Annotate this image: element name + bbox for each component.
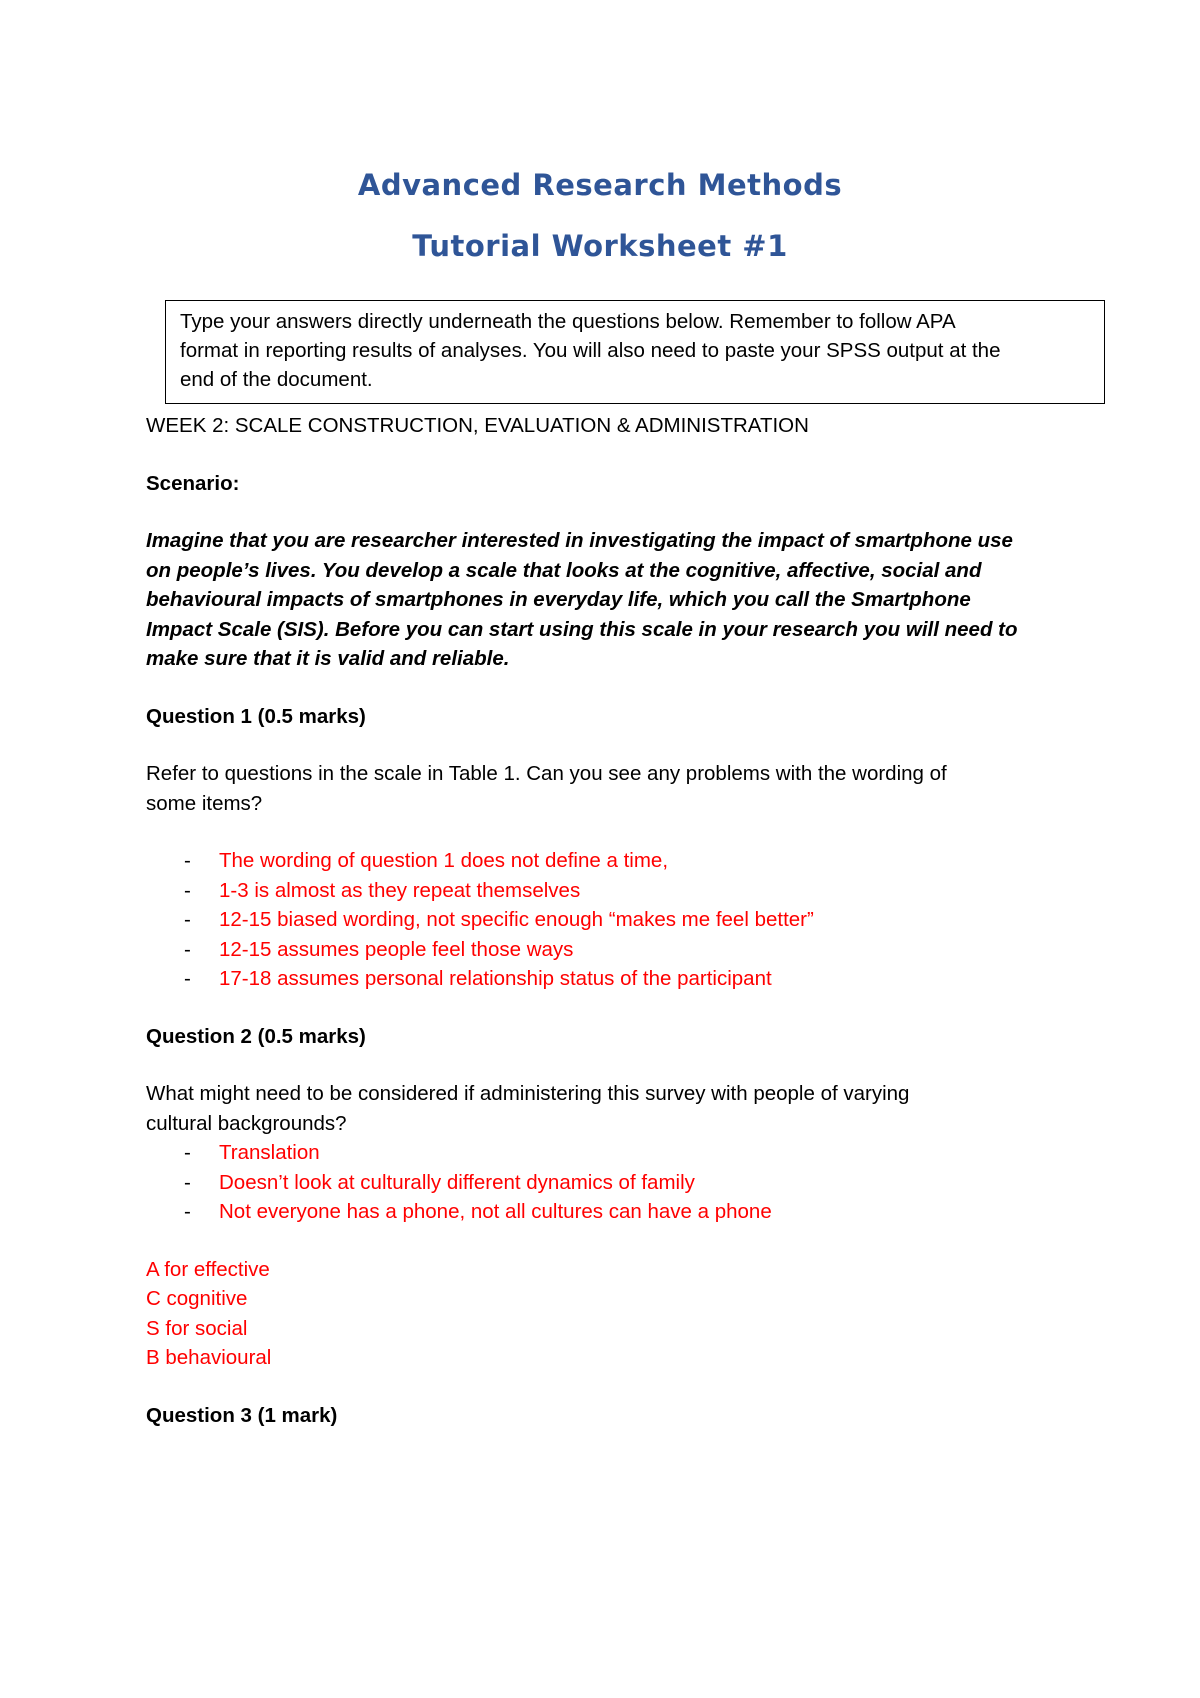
- answer-item: - The wording of question 1 does not define a time,: [146, 846, 1086, 876]
- note-line: A for effective: [146, 1257, 270, 1281]
- question-2-prompt-line-2: cultural backgrounds?: [146, 1111, 347, 1135]
- answer-item: - 12-15 assumes people feel those ways: [146, 935, 1086, 965]
- dash-bullet: -: [184, 1200, 191, 1223]
- question-2-heading: Question 2 (0.5 marks): [146, 1024, 366, 1048]
- instructions-line-1: Type your answers directly underneath the questions below. Remember to follow APA: [180, 310, 956, 333]
- dash-bullet: -: [184, 937, 191, 961]
- answer-item: - 1-3 is almost as they repeat themselves: [146, 876, 1086, 906]
- note-line: B behavioural: [146, 1346, 272, 1369]
- dash-bullet: -: [184, 908, 191, 931]
- dash-bullet: -: [184, 878, 191, 902]
- question-2-answer-list: [146, 1138, 1086, 1227]
- scenario-label: Scenario:: [146, 471, 240, 495]
- question-1-answer-list: [146, 846, 1086, 994]
- scenario-line: make sure that it is valid and reliable.: [146, 647, 510, 670]
- document-subtitle: Tutorial Worksheet #1: [412, 229, 788, 263]
- answer-item: - Not everyone has a phone, not all cultures can have a phone: [146, 1197, 1086, 1227]
- document-title: Advanced Research Methods: [357, 168, 843, 202]
- question-2-prompt-line-1: What might need to be considered if administering this survey with people of varying: [146, 1082, 910, 1105]
- question-3-heading: Question 3 (1 mark): [146, 1403, 338, 1427]
- question-2-notes: [146, 1255, 1086, 1373]
- scenario-line: behavioural impacts of smartphones in everyday life, which you call the Smartphone: [146, 588, 971, 611]
- answer-item: - 12-15 biased wording, not specific enough “makes me feel better”: [146, 905, 1086, 935]
- note-line: C cognitive: [146, 1287, 248, 1310]
- answer-item: - Translation: [146, 1138, 1086, 1168]
- instructions-line-2: format in reporting results of analyses. You will also need to paste your SPSS output at the: [180, 339, 1001, 362]
- question-1-prompt-line-1: Refer to questions in the scale in Table 1. Can you see any problems with the wording of: [146, 762, 947, 785]
- dash-bullet: -: [184, 849, 191, 872]
- week-heading: WEEK 2: SCALE CONSTRUCTION, EVALUATION & ADMINISTRATION: [146, 414, 809, 437]
- dash-bullet: -: [184, 1141, 191, 1164]
- dash-bullet: -: [184, 1170, 191, 1194]
- instructions-line-3: end of the document.: [180, 368, 373, 391]
- question-1-heading: Question 1 (0.5 marks): [146, 704, 366, 728]
- document-body: [146, 411, 1086, 1430]
- scenario-line: Imagine that you are researcher interested in investigating the impact of smartphone use: [146, 529, 1013, 552]
- scenario-text: [146, 526, 1086, 674]
- dash-bullet: -: [184, 967, 191, 990]
- instructions-box: [165, 300, 1105, 404]
- answer-item: - 17-18 assumes personal relationship status of the participant: [146, 964, 1086, 994]
- scenario-line: Impact Scale (SIS). Before you can start using this scale in your research you will need to: [146, 617, 1018, 641]
- question-1-prompt-line-2: some items?: [146, 791, 263, 815]
- scenario-line: on people’s lives. You develop a scale that looks at the cognitive, affective, social and: [146, 558, 982, 582]
- answer-item: - Doesn’t look at culturally different dynamics of family: [146, 1168, 1086, 1198]
- note-line: S for social: [146, 1316, 248, 1340]
